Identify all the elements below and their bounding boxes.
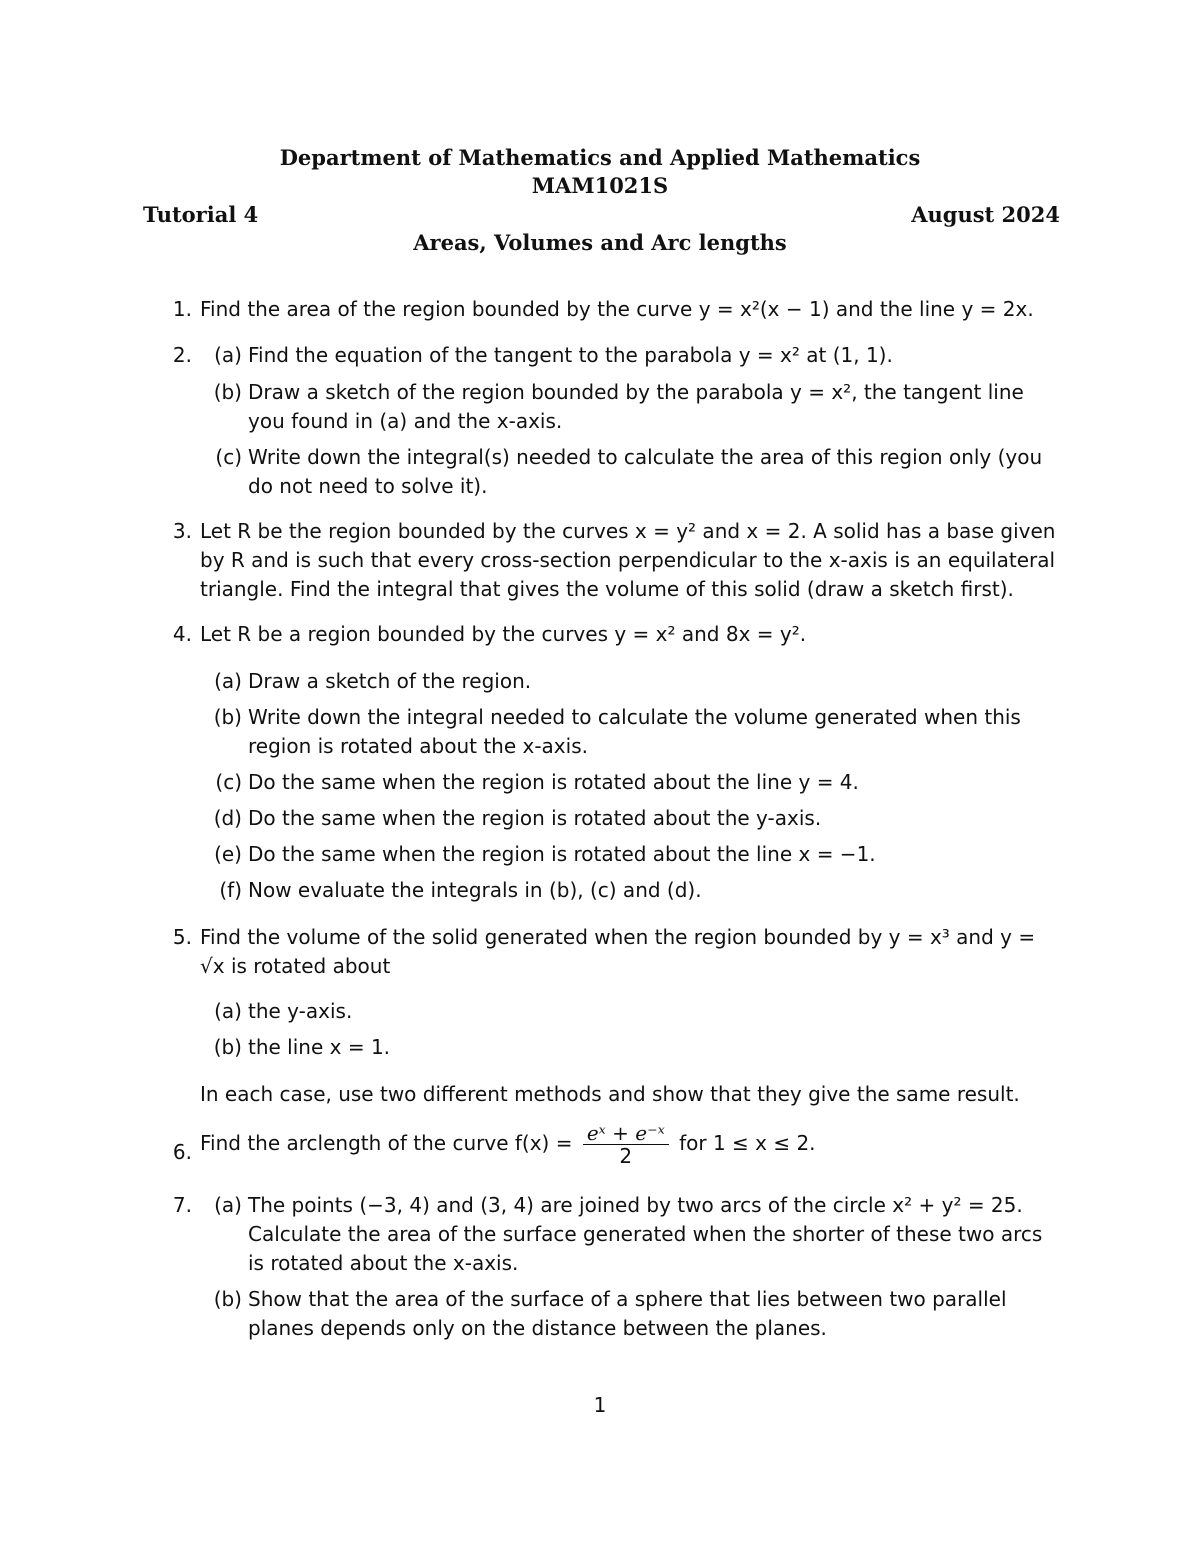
question-2b — [208, 378, 1060, 436]
fraction-denominator: 2 — [619, 1144, 633, 1168]
part-label: (b) — [213, 380, 242, 404]
question-text — [200, 1122, 1060, 1167]
question-4e — [208, 840, 1060, 869]
part-label: (a) — [214, 343, 242, 367]
question-number: 7. — [172, 1193, 192, 1217]
question-number: 6. — [172, 1140, 192, 1164]
part-text: The points (−3, 4) and (3, 4) are joined by two arcs of the circle x² + y² = 25. Calculate the area of the surface generated when the shorter of these two arcs is rotated about the x-axis. — [248, 1193, 1043, 1275]
part-text: Now evaluate the integrals in (b), (c) and (d). — [248, 878, 702, 902]
question-5-note: In each case, use two different methods and show that they give the same result. — [200, 1082, 1020, 1106]
question-number: 5. — [172, 925, 192, 949]
question-number: 1. — [172, 297, 192, 321]
question-4b — [208, 703, 1060, 761]
fraction — [583, 1122, 669, 1167]
question-5 — [168, 923, 1060, 981]
question-4d — [208, 804, 1060, 833]
question-text: Let R be a region bounded by the curves y = x² and 8x = y². — [200, 622, 807, 646]
question-7a — [208, 1191, 1060, 1278]
question-4 — [168, 620, 1060, 649]
question-4c — [208, 768, 1060, 797]
question-2a — [208, 341, 1060, 370]
question-number: 4. — [172, 622, 192, 646]
page-number: 1 — [593, 1393, 607, 1417]
question-number: 2. — [172, 343, 192, 367]
part-text: Write down the integral needed to calculate the volume generated when this region is rotated about the x-axis. — [248, 705, 1021, 758]
department-heading: Department of Mathematics and Applied Mathematics — [279, 145, 921, 170]
part-text: Do the same when the region is rotated about the y-axis. — [248, 806, 822, 830]
part-label: (a) — [214, 1193, 242, 1217]
part-label: (b) — [213, 1035, 242, 1059]
part-text: the line x = 1. — [248, 1035, 391, 1059]
part-label: (b) — [213, 705, 242, 729]
part-label: (e) — [214, 842, 242, 866]
question-4a — [208, 667, 1060, 696]
part-label: (a) — [214, 669, 242, 693]
part-text: Write down the integral(s) needed to calculate the area of this region only (you do not need to solve it). — [248, 445, 1043, 498]
question-text: Let R be the region bounded by the curves x = y² and x = 2. A solid has a base given by R and is such that every cross-section perpendicular to the x-axis is an equilateral triangle. Find the integral that gives the volume of this solid (draw a sketch first). — [200, 519, 1056, 601]
question-3 — [168, 517, 1060, 604]
part-label: (a) — [214, 999, 242, 1023]
tutorial-label: Tutorial 4 — [143, 202, 259, 227]
part-text: the y-axis. — [248, 999, 353, 1023]
question-text-before: Find the arclength of the curve f(x) = — [200, 1131, 573, 1155]
question-7b — [208, 1285, 1060, 1343]
question-4f — [208, 876, 1060, 905]
question-text: Find the area of the region bounded by the curve y = x²(x − 1) and the line y = 2x. — [200, 297, 1034, 321]
part-label: (f) — [219, 878, 242, 902]
part-text: Do the same when the region is rotated about the line y = 4. — [248, 770, 859, 794]
course-code: MAM1021S — [531, 173, 669, 198]
part-text: Do the same when the region is rotated about the line x = −1. — [248, 842, 876, 866]
question-1 — [168, 295, 1060, 324]
question-text-after: for 1 ≤ x ≤ 2. — [679, 1131, 816, 1155]
part-text: Draw a sketch of the region bounded by the parabola y = x², the tangent line you found in (a) and the x-axis. — [248, 380, 1024, 433]
question-5b — [208, 1033, 1060, 1062]
question-text: Find the volume of the solid generated when the region bounded by y = x³ and y = √x is rotated about — [200, 925, 1036, 978]
date-label: August 2024 — [911, 202, 1060, 227]
fraction-numerator: eˣ + e⁻ˣ — [583, 1122, 669, 1145]
part-text: Draw a sketch of the region. — [248, 669, 532, 693]
question-2c — [208, 443, 1060, 501]
part-text: Show that the area of the surface of a sphere that lies between two parallel planes depends only on the distance between the planes. — [248, 1287, 1007, 1340]
part-label: (c) — [215, 770, 242, 794]
part-label: (d) — [213, 806, 242, 830]
tutorial-title: Areas, Volumes and Arc lengths — [413, 230, 787, 255]
part-text: Find the equation of the tangent to the parabola y = x² at (1, 1). — [248, 343, 893, 367]
part-label: (b) — [213, 1287, 242, 1311]
question-6 — [168, 1122, 1060, 1167]
question-number: 3. — [172, 519, 192, 543]
part-label: (c) — [215, 445, 242, 469]
question-5a — [208, 997, 1060, 1026]
